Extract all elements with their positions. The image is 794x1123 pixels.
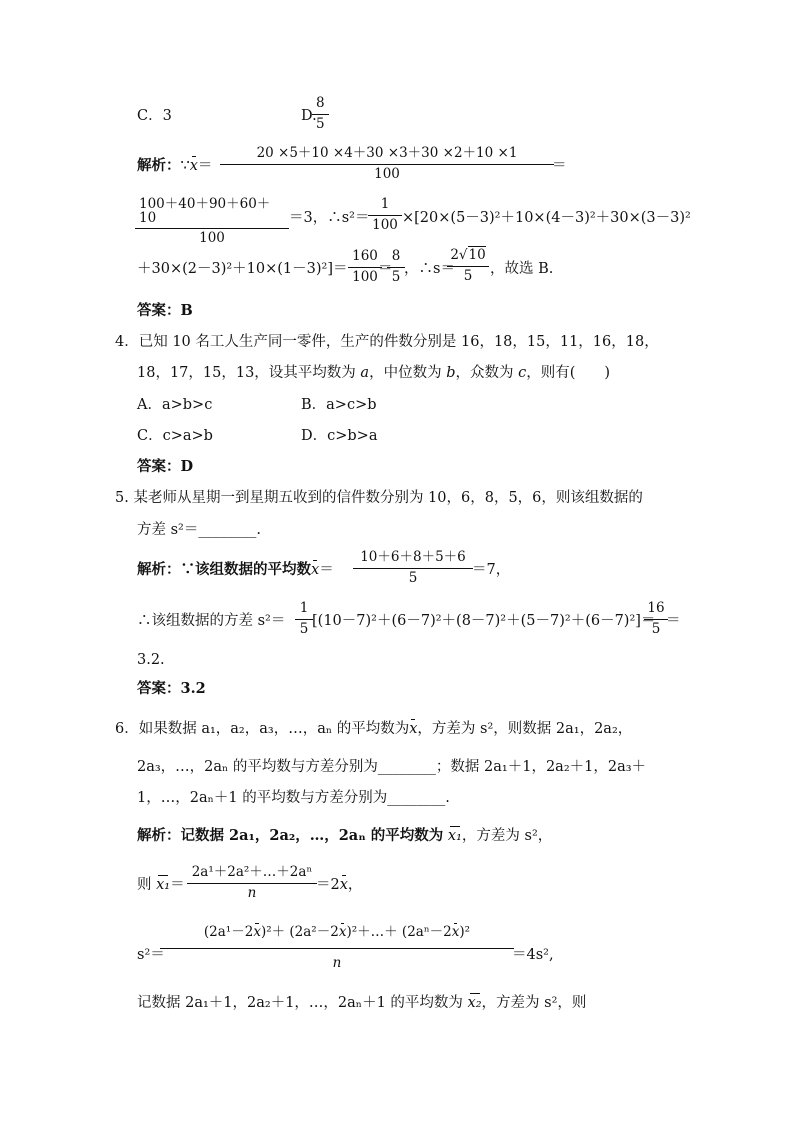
fraction-numerator: 1 [299,600,309,616]
fraction-numerator: 10＋6＋8＋5＋6 [360,549,466,565]
text: ，中位数为 [369,365,447,381]
text: )²＋ (2a²－2 [260,924,339,940]
q6-variance-head: s²＝ [137,947,165,963]
q3-analysis-line1 [137,159,212,174]
analysis-label: 解析： [137,157,181,174]
fraction-denominator: 100 [220,164,554,182]
q4-option-c: C．c>a>b [137,428,213,444]
q4-stem-line1: 4．已知 10 名工人生产同一零件，生产的件数分别是 16，18，15，11，16，18， [115,334,659,350]
fraction-denominator: 100 [348,267,382,285]
fraction-denominator: n [187,883,317,901]
text: ，则有( ) [526,365,611,381]
q5-analysis-line1 [137,563,334,578]
text: ＝2 [316,877,340,893]
equals-sign: ＝ [170,877,185,893]
fraction-numerator: 20 ×5＋10 ×4＋30 ×3＋30 ×2＋10 ×1 [256,145,518,161]
fraction-denominator: 100 [135,228,289,246]
text: 18，17，15，13，设其平均数为 [137,365,361,381]
q6-variance-result: ＝4s², [512,947,554,963]
radical-coefficient: 2 [450,247,459,263]
fraction-numerator: 100＋40＋90＋60＋10 [139,196,271,226]
q3-sum-fraction [137,198,287,246]
q3-line3-mid: ，∴s＝ [404,261,455,277]
q4-option-d: D．c>b>a [301,428,378,444]
equals-sign: ＝ [197,158,213,174]
fraction-numerator: 160 [352,248,378,264]
q5-variance-result: 3.2. [137,652,165,668]
q6-mean-fraction [189,866,315,900]
q5-variance-head: ∴该组数据的方差 s²＝ [137,613,286,629]
mean-symbol: x [338,924,347,940]
q3-8-over-5 [389,250,403,284]
mean-symbol: x [451,924,460,940]
q6-variance-fraction [162,926,512,970]
fraction-denominator: 5 [295,619,313,637]
radicand: 10 [468,247,486,263]
q5-16-over-5 [646,602,666,636]
q5-stem-line1: 5. 某老师从星期一到星期五收到的信件数分别为 10，6，8，5，6，则该组数据的 [115,490,643,506]
q3-equals-end: ＝ [552,158,567,174]
because-symbol: ∵ [180,158,190,174]
mean-symbol: x [311,562,320,578]
q3-line3-head: ＋30×(2－3)²＋10×(1－3)²]＝ [137,261,348,277]
mean-symbol: x [189,158,198,174]
q5-variance-eq: ＝ [666,613,681,629]
q3-line2-tail: ×[20×(5－3)²＋10×(4－3)²＋30×(3－3)² [402,210,691,226]
q6-stem-line1 [115,722,632,737]
q3-160-over-100 [350,250,380,284]
fraction-denominator: 5 [644,619,668,637]
text: ，方差为 s²，则 [481,995,587,1011]
mean-symbol: x₁ [156,877,171,893]
q3-line2-mid: ＝3，∴s²＝ [289,210,370,226]
q6-last-line [137,996,586,1011]
analysis-text: 解析：∵该组数据的平均数 [137,561,311,578]
text: )²＋…＋ (2aⁿ－2 [346,924,452,940]
mean-symbol: x [409,721,418,737]
text: 则 [137,877,152,893]
analysis-text: 解析：记数据 2a₁，2a₂，…，2aₙ 的平均数为 [137,827,444,844]
text: ， [347,877,363,893]
q6-analysis-line1 [137,829,552,844]
q4-answer: 答案：D [137,458,194,475]
q3-option-c: C．3 [137,108,172,124]
q6-then [137,878,185,893]
fraction-denominator: 5 [387,267,405,285]
q5-one-fifth [297,602,311,636]
q4-option-b: B．a>c>b [301,397,377,413]
q3-line3-eq: ＝ [378,261,393,277]
mean-symbol: x [339,877,348,893]
q3-root-fraction [449,249,487,283]
q3-option-d-fraction [314,97,327,131]
text: ，众数为 [455,365,519,381]
q3-one-over-100 [370,198,400,232]
fraction-numerator [202,926,472,948]
q3-line3-tail: ，故选 B. [490,261,554,277]
text: 6．如果数据 a₁，a₂，a₃，…，aₙ 的平均数为 [115,721,410,737]
q5-mean-fraction [355,551,471,585]
fraction-denominator: 5 [447,266,489,284]
fraction-denominator: 100 [368,215,402,233]
q6-stem-line3: 1，…，2aₙ＋1 的平均数与方差分别为________. [137,790,450,806]
q5-stem-line2: 方差 s²＝________. [137,522,261,538]
var-b: b [446,365,456,381]
q5-answer: 答案：3.2 [137,680,206,697]
var-a: a [360,365,370,381]
q6-mean-result [316,878,362,893]
q4-stem-line2 [137,366,610,381]
q6-stem-line2: 2a₃，…，2aₙ 的平均数与方差分别为________；数据 2a₁＋1，2a₂＋1，2a₃＋ [137,759,647,775]
mean-symbol: x₂ [467,995,482,1011]
q3-answer: 答案：B [137,302,193,319]
fraction-numerator: 2√10 [450,247,486,263]
fraction-denominator: n [160,948,514,971]
fraction-numerator: 2a¹＋2a²＋…＋2aⁿ [191,864,313,880]
q4-option-a: A．a>b>c [137,397,213,413]
text: (2a¹－2 [203,924,254,940]
text: ，方差为 s²， [461,828,553,844]
fraction-numerator: 8 [316,95,325,111]
text: )² [459,924,471,940]
q5-variance-body: [(10－7)²＋(6－7)²＋(8－7)²＋(5－7)²＋(6－7)²]＝ [312,613,656,629]
text: ，方差为 s²，则数据 2a₁，2a₂， [417,721,633,737]
mean-symbol: x₁ [447,828,462,844]
fraction-numerator: 1 [380,196,390,212]
fraction-denominator: 5 [353,568,473,586]
text: 记数据 2a₁＋1，2a₂＋1，…，2aₙ＋1 的平均数为 [137,995,463,1011]
q3-option-d-prefix: D. [301,108,317,124]
fraction-numerator: 8 [391,248,401,264]
q3-mean-fraction [222,147,552,181]
q5-mean-result: ＝7， [472,562,511,578]
var-c: c [518,365,527,381]
equals-sign: ＝ [319,562,334,578]
fraction-denominator: 5 [312,114,329,132]
fraction-numerator: 16 [647,600,665,616]
mean-symbol: x [253,924,261,940]
